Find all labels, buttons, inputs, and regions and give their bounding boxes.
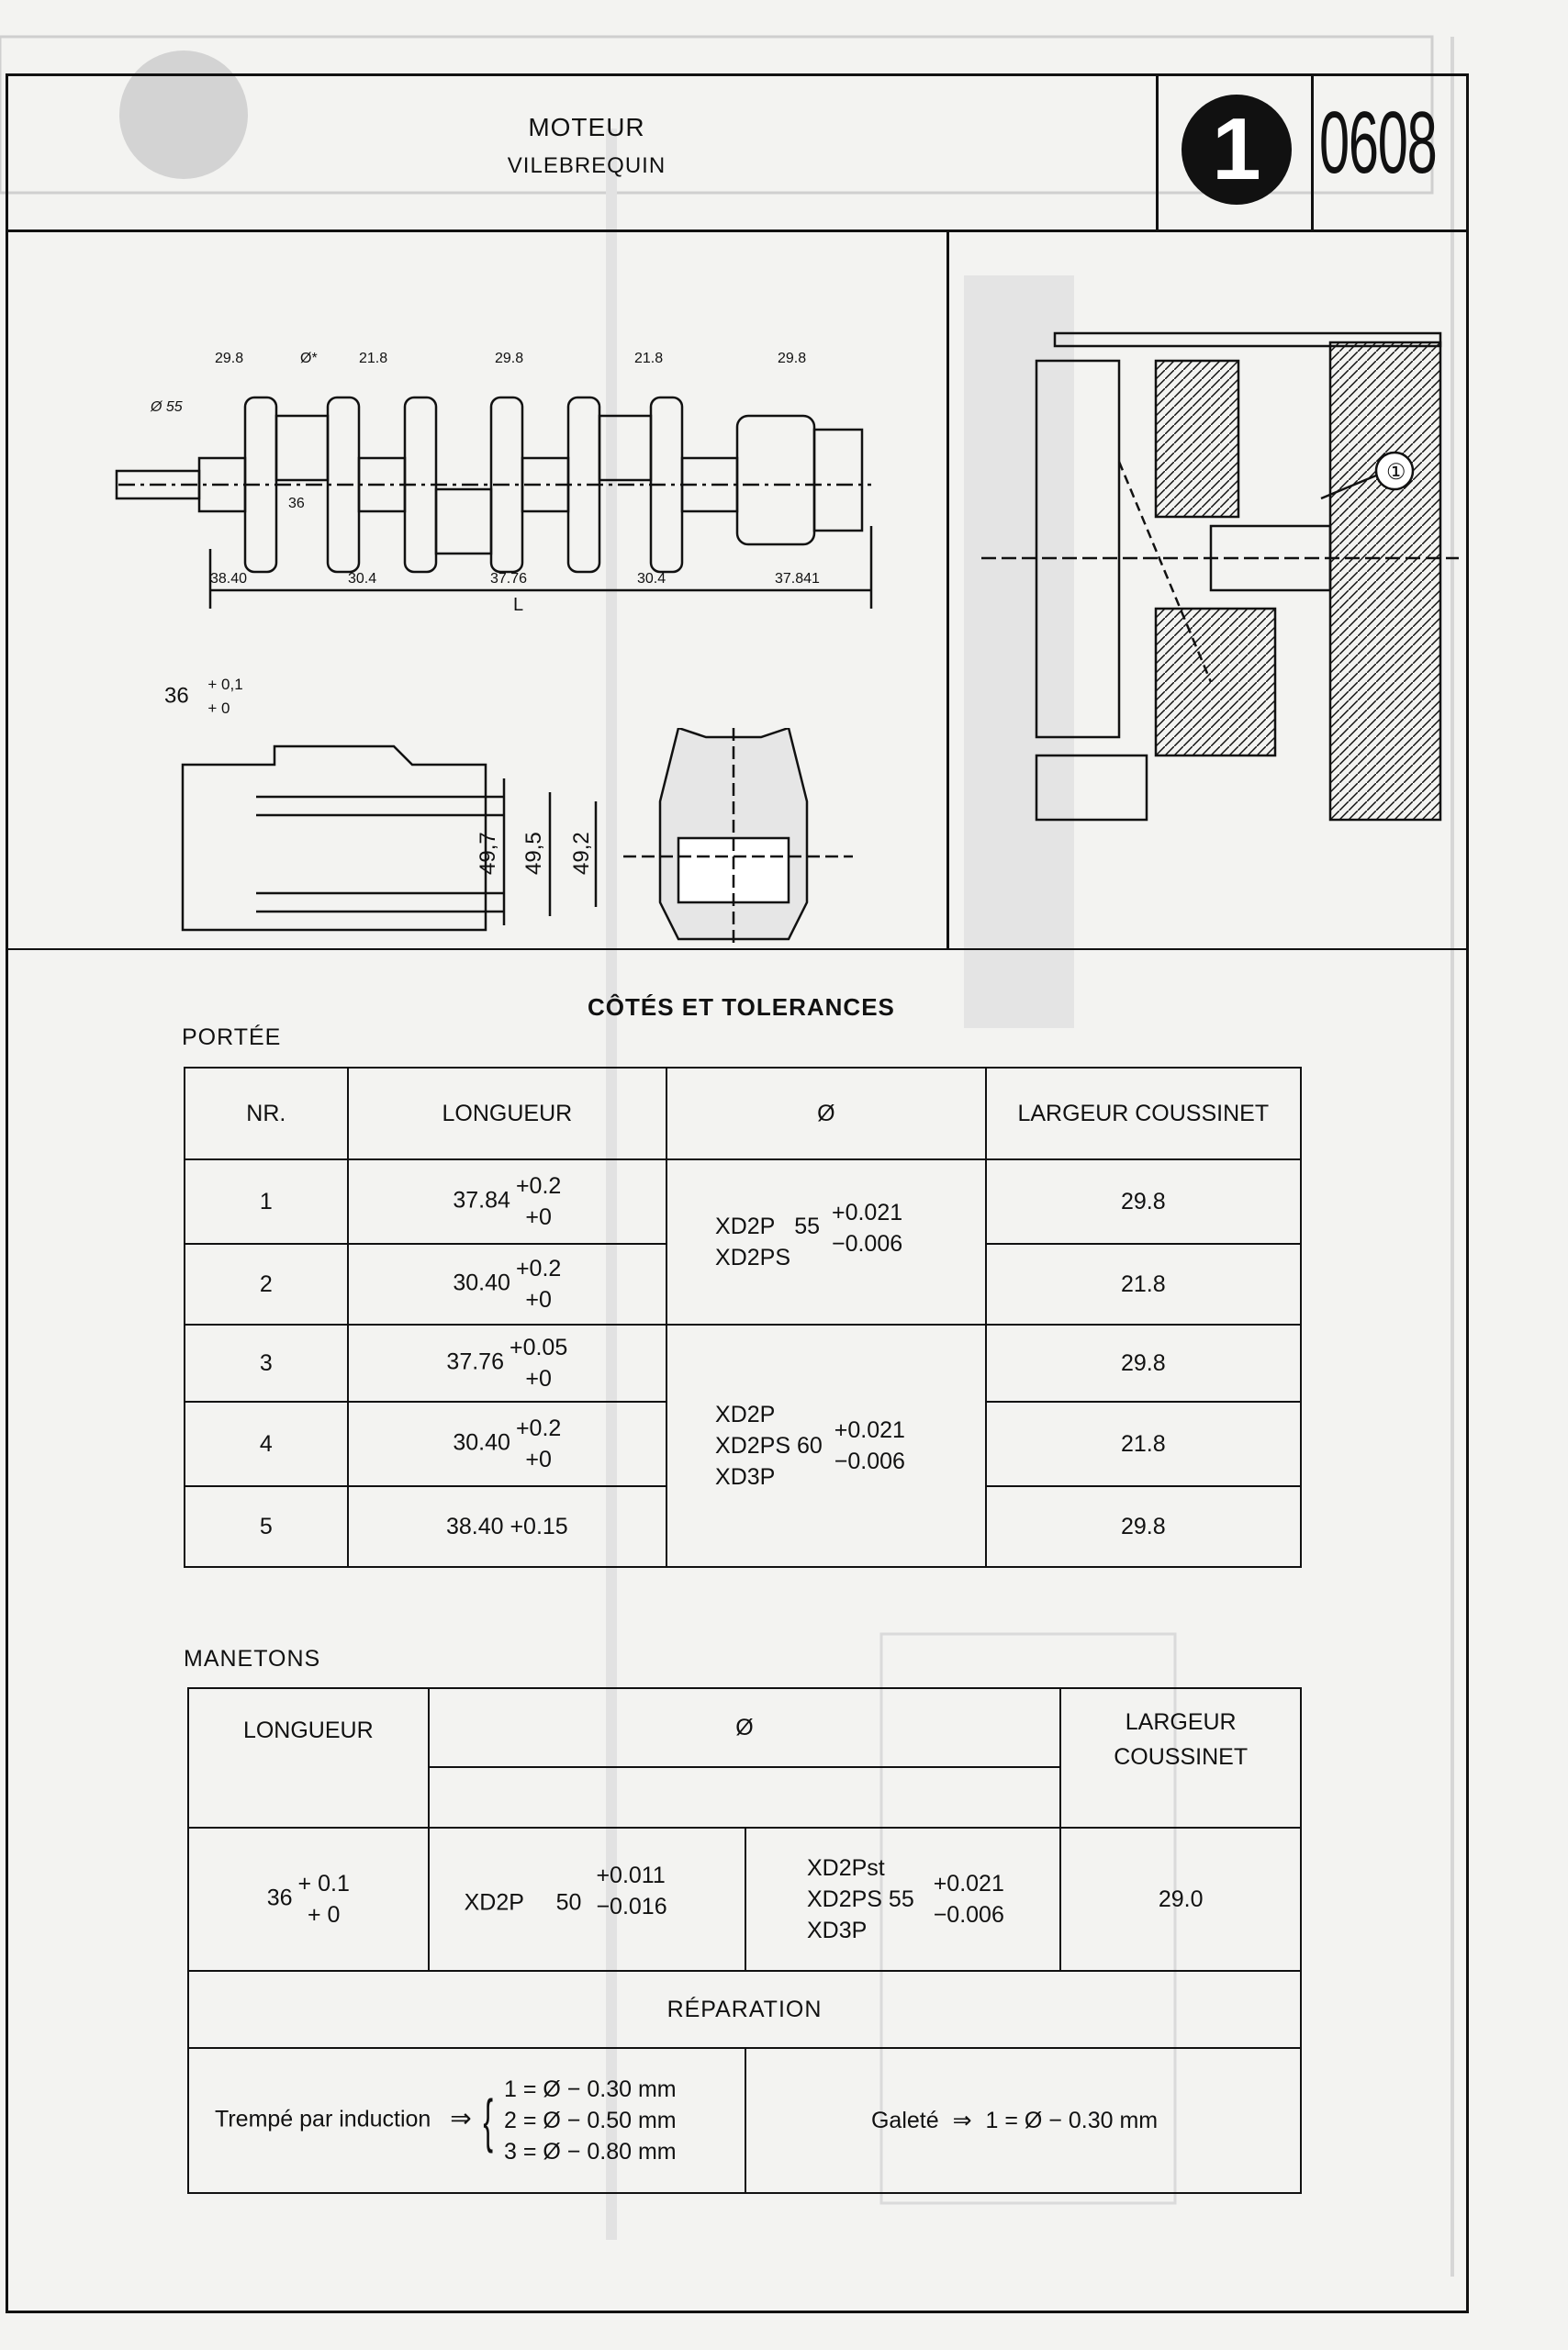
- dim-bottom-5: 37.841: [775, 571, 820, 587]
- row-length: 38.40 +0.15: [348, 1486, 666, 1567]
- bearing-dim-3: 49,2: [569, 832, 594, 875]
- dia-group-2: XD2P XD2PS 60 XD3P +0.021 −0.006: [666, 1325, 986, 1567]
- dim-bottom-4: 30.4: [637, 571, 666, 587]
- dim-bottom-2: 30.4: [348, 571, 377, 587]
- portee-label: PORTÉE: [182, 1024, 282, 1050]
- manetons-header-dia: Ø: [429, 1688, 1061, 1767]
- page-subtitle: VILEBREQUIN: [507, 153, 666, 178]
- reparation-item: 2 = Ø − 0.50 mm: [504, 2108, 677, 2133]
- manetons-header-width: LARGEUR COUSSINET: [1060, 1688, 1301, 1828]
- figure-divider: [946, 232, 949, 948]
- bearing-width: 36: [164, 683, 189, 709]
- bearing-tol-plus: + 0,1: [207, 676, 243, 693]
- dim-top-1: 29.8: [215, 351, 244, 366]
- dim-top-5: 21.8: [634, 351, 664, 366]
- bearing-dim-2: 49,5: [521, 832, 546, 875]
- page-code-box: [1314, 76, 1466, 232]
- manetons-length-cell: 36+ 0.1 + 0: [188, 1828, 429, 1971]
- portee-table: [184, 1067, 1302, 1568]
- reparation-item: 1 = Ø − 0.30 mm: [504, 2076, 677, 2102]
- dim-top-2: Ø*: [300, 351, 318, 366]
- header: [8, 76, 1466, 232]
- row-width: 21.8: [986, 1244, 1301, 1325]
- row-width: 29.8: [986, 1159, 1301, 1244]
- reparation-galete: Galeté ⇒ 1 = Ø − 0.30 mm: [745, 2048, 1301, 2193]
- bearing-width-label: [164, 673, 243, 721]
- row-length: 37.76+0.05 +0: [348, 1325, 666, 1402]
- bearing-tol-zero: + 0: [207, 699, 230, 717]
- row-nr: 2: [185, 1244, 348, 1325]
- manetons-table: [187, 1687, 1302, 2194]
- dim-L: L: [513, 595, 524, 615]
- section-number-badge: 1: [1182, 95, 1292, 205]
- portee-header-length: LONGUEUR: [348, 1068, 666, 1159]
- reparation-induction: Trempé par induction ⇒ { 1 = Ø − 0.30 mm 2 = Ø − 0.50 mm 3 = Ø − 0.80 mm: [188, 2048, 745, 2193]
- reparation-item: 3 = Ø − 0.80 mm: [504, 2139, 677, 2165]
- table-row: [185, 1159, 1301, 1244]
- manetons-dia-1: XD2P 50+0.011 −0.016: [429, 1828, 745, 1971]
- dim-bottom-3: 37.76: [490, 571, 528, 587]
- portee-header-dia: Ø: [666, 1068, 986, 1159]
- row-length: 30.40+0.2 +0: [348, 1402, 666, 1486]
- engine-cross-section-drawing: [981, 297, 1459, 847]
- dim-top-6: 29.8: [778, 351, 807, 366]
- row-length: 37.84+0.2 +0: [348, 1159, 666, 1244]
- section-badge-box: [1156, 76, 1314, 232]
- manetons-dia-2: XD2Pst XD2PS 55 XD3P +0.021 −0.006: [745, 1828, 1060, 1971]
- row-nr: 5: [185, 1486, 348, 1567]
- row-width: 29.8: [986, 1325, 1301, 1402]
- dim-top-4: 29.8: [495, 351, 524, 366]
- row-width: 21.8: [986, 1402, 1301, 1486]
- page-title: MOTEUR: [528, 113, 645, 141]
- bearing-shell-drawing: [164, 728, 862, 948]
- dim-top-3: 21.8: [359, 351, 388, 366]
- crankshaft-drawing: [100, 342, 880, 618]
- row-nr: 1: [185, 1159, 348, 1244]
- cotes-title: CÔTÉS ET TOLERANCES: [588, 993, 895, 1021]
- dim-36: 36: [288, 496, 305, 511]
- reparation-title: RÉPARATION: [188, 1971, 1301, 2048]
- figure-area: [8, 232, 1466, 950]
- row-length: 30.40+0.2 +0: [348, 1244, 666, 1325]
- dia-group-1: XD2P 55 XD2PS +0.021 −0.006: [666, 1159, 986, 1325]
- page-code: 0608: [1319, 94, 1437, 192]
- header-titles: [486, 113, 688, 179]
- row-nr: 3: [185, 1325, 348, 1402]
- manetons-label: MANETONS: [184, 1646, 321, 1672]
- dim-diameter: Ø 55: [151, 399, 183, 415]
- manetons-header-length: LONGUEUR: [188, 1688, 429, 1828]
- curly-brace: {: [483, 2087, 493, 2154]
- row-nr: 4: [185, 1402, 348, 1486]
- row-width: 29.8: [986, 1486, 1301, 1567]
- portee-header-width: LARGEUR COUSSINET: [986, 1068, 1301, 1159]
- table-row: [185, 1325, 1301, 1402]
- callout-1: ①: [1386, 460, 1406, 485]
- portee-header-nr: NR.: [185, 1068, 348, 1159]
- dim-bottom-1: 38.40: [210, 571, 248, 587]
- bearing-dim-1: 49,7: [476, 832, 500, 875]
- manetons-width-cell: 29.0: [1060, 1828, 1301, 1971]
